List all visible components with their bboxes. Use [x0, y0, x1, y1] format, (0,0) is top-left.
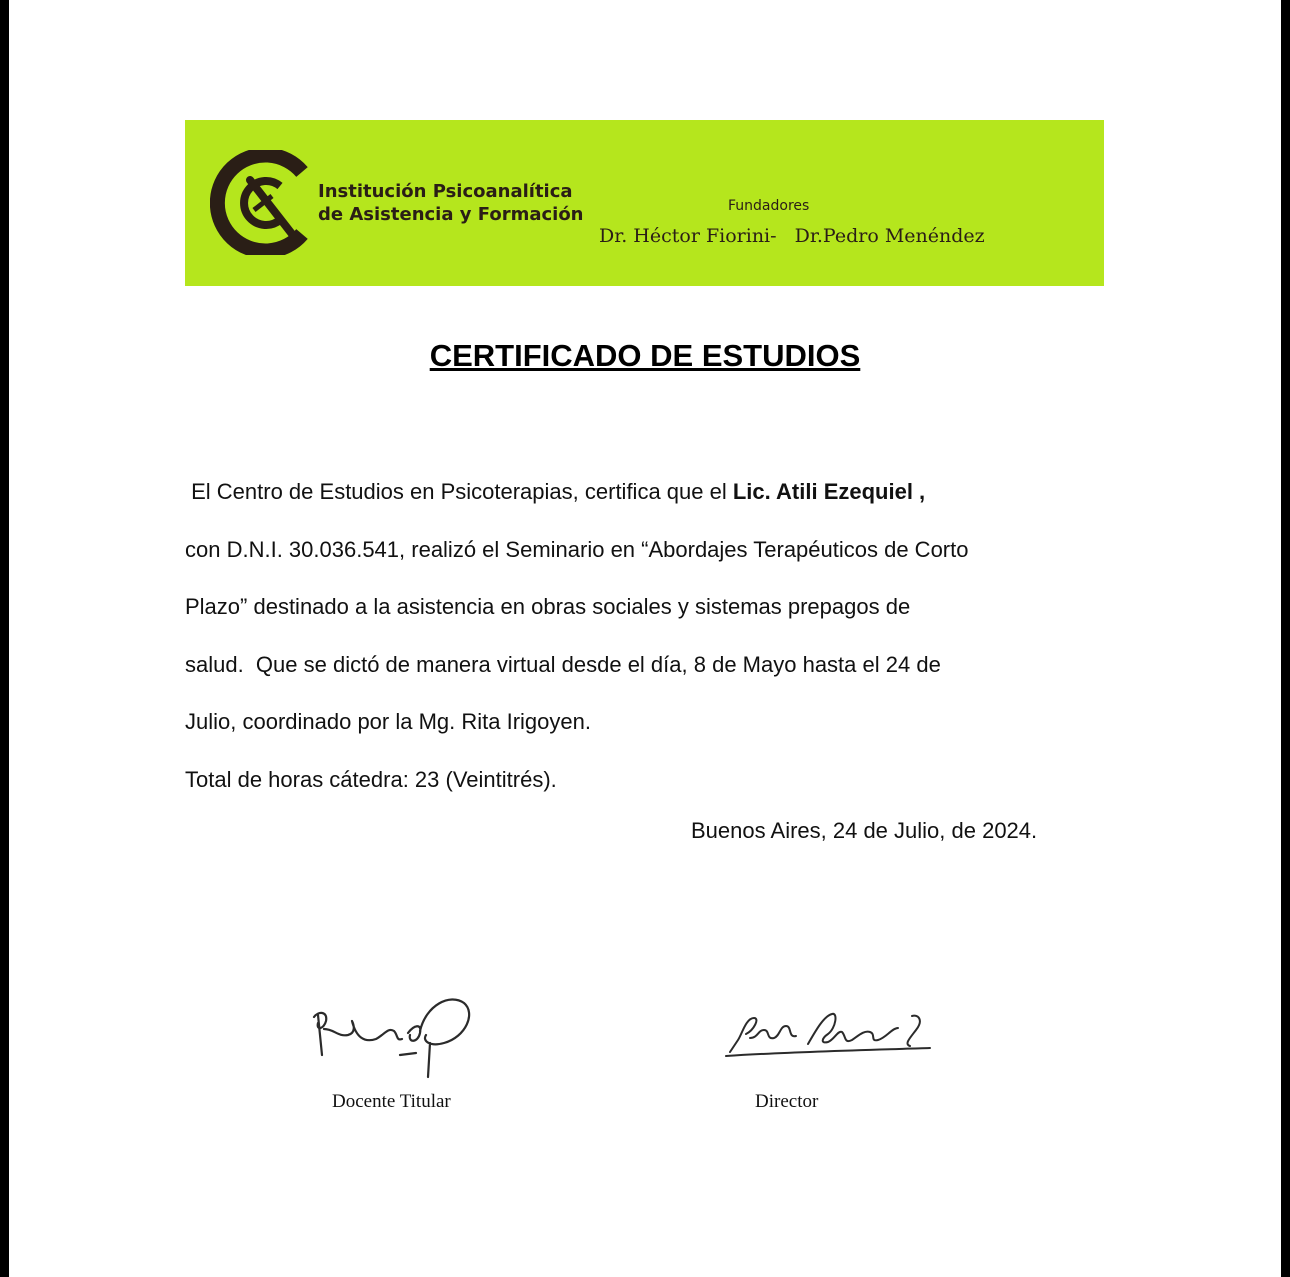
issue-date: Buenos Aires, 24 de Julio, de 2024.: [691, 818, 1038, 843]
institution-name: [318, 180, 584, 226]
founders-label: Fundadores: [728, 198, 810, 214]
body-line-2: con D.N.I. 30.036.541, realizó el Seminario en “Abordajes Terapéuticos de Corto: [185, 536, 969, 562]
teacher-signature: [304, 985, 479, 1085]
recipient-name: Lic. Atili Ezequiel ,: [732, 479, 926, 504]
director-signature-label: Director: [755, 1091, 819, 1112]
total-hours: Total de horas cátedra: 23 (Veintitrés).: [185, 766, 557, 792]
header-banner: [185, 120, 1104, 286]
body-line-3: Plazo” destinado a la asistencia en obras sociales y sistemas prepagos de: [185, 594, 911, 619]
body-line-4: salud. Que se dictó de manera virtual desde el día, 8 de Mayo hasta el 24 de: [185, 651, 941, 677]
body-line-1-text: El Centro de Estudios en Psicoterapias, certifica que el: [185, 479, 733, 504]
certificate-page: [9, 0, 1281, 1277]
institution-name-line1: Institución Psicoanalítica: [318, 181, 573, 202]
certificate-body: [185, 470, 1105, 815]
founders-names: Dr. Héctor Fiorini- Dr.Pedro Menéndez: [599, 225, 985, 247]
institution-name-line2: de Asistencia y Formación: [318, 204, 584, 225]
director-signature: [724, 1000, 934, 1062]
body-line-1: [185, 470, 1105, 528]
certificate-title: CERTIFICADO DE ESTUDIOS: [429, 338, 861, 373]
teacher-signature-label: Docente Titular: [332, 1091, 451, 1112]
body-line-5: Julio, coordinado por la Mg. Rita Irigoyen.: [185, 709, 591, 734]
institution-logo-icon: [210, 150, 320, 255]
